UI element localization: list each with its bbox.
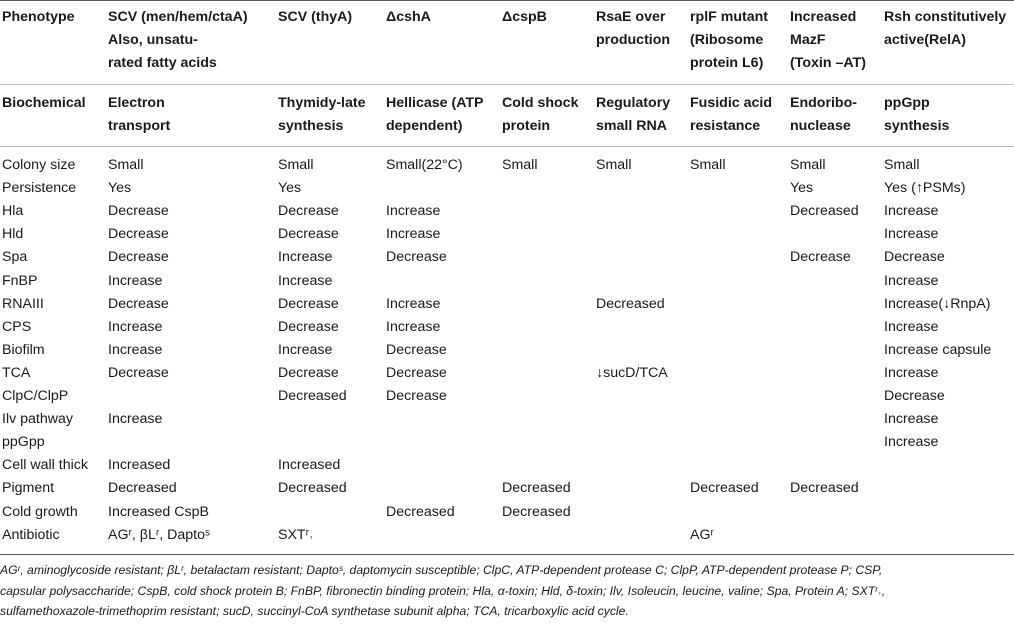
table-cell: Increase (108, 318, 163, 335)
column-header: SCV (men/hem/ctaA) (108, 9, 248, 25)
table-cell: Yes (790, 180, 814, 197)
column-header: Phenotype (2, 9, 75, 25)
biochemical-cell: Cold shock (502, 95, 579, 111)
biochemical-cell: small RNA (596, 118, 667, 134)
table-cell: Decreased (790, 480, 859, 497)
column-header: protein L6) (690, 55, 764, 71)
table-cell: Increase (386, 203, 441, 220)
table-cell: Decrease (386, 249, 447, 266)
footnote-line: sulfamethoxazole-trimethoprim resistant; sucD, succinyl-CoA synthetase subunit alpha; TCA, tricarboxylic acid cycle. (0, 604, 629, 618)
column-header: ΔcshA (386, 9, 431, 25)
table-cell: Decrease (278, 226, 339, 243)
table-cell: Decrease (108, 249, 169, 266)
table-cell: Decrease (278, 203, 339, 220)
table-cell: Decrease (884, 388, 945, 404)
table-cell: Decreased (790, 203, 859, 220)
column-header: ΔcspB (502, 9, 547, 25)
row-label: TCA (2, 364, 31, 381)
row-label: Ilv pathway (2, 411, 73, 428)
table-cell: Small (278, 157, 314, 173)
biochemical-cell: Fusidic acid (690, 95, 772, 111)
top-rule (0, 0, 1014, 1)
table-cell: Increase (278, 272, 333, 289)
footnote-line: AGʳ, aminoglycoside resistant; βLʳ, betalactam resistant; Daptoˢ, daptomycin susceptible; ClpC, ATP-dependent protease C; ClpP, ATP-dependent protease P; CSP, (0, 563, 883, 577)
table-cell: Increase (884, 364, 939, 381)
table-cell: SXTʳ˒ (278, 526, 314, 543)
row-label: Pigment (2, 480, 55, 497)
table-cell: Decreased (386, 503, 455, 520)
header-rule (0, 84, 1014, 85)
biochemical-cell: dependent) (386, 118, 463, 134)
row-label: Persistence (2, 180, 77, 197)
table-cell: Decrease (108, 364, 169, 381)
table-cell: Decrease (386, 364, 447, 381)
table-cell: Decrease (108, 226, 169, 243)
column-header: (Toxin –AT) (790, 55, 866, 71)
bottom-rule (0, 554, 1014, 555)
column-header: RsaE over (596, 9, 666, 25)
table-cell: Decrease (108, 295, 169, 312)
row-label: Spa (2, 249, 28, 266)
table-cell: Increase (884, 203, 939, 220)
table-cell: Increase (278, 341, 333, 358)
column-header: rplF mutant (690, 9, 769, 25)
table-cell: Yes (↑PSMs) (884, 180, 966, 197)
table-cell: Increase(↓RnpA) (884, 295, 991, 312)
biochemical-cell: transport (108, 118, 171, 134)
biochemical-cell: Thymidy-late (278, 95, 366, 111)
biochemical-cell: ppGpp (884, 95, 930, 111)
row-label: Antibiotic (2, 526, 60, 543)
table-cell: Increase (108, 272, 163, 289)
row-label: Cell wall thick (2, 457, 88, 474)
biochemical-cell: Endoribo- (790, 95, 857, 111)
table-cell: Increase (386, 318, 441, 335)
table-cell: Yes (108, 180, 132, 197)
table-cell: Decreased (108, 480, 177, 497)
table-cell: Increase (884, 411, 939, 428)
table-cell: Small(22°C) (386, 157, 463, 173)
column-header: Rsh constitutively (884, 9, 1007, 25)
table-cell: AGʳ (690, 526, 714, 543)
biochemical-cell: Biochemical (2, 95, 86, 111)
table-cell: Decreased (596, 295, 665, 312)
table-cell: Small (790, 157, 826, 173)
table-cell: Increase (386, 295, 441, 312)
table-cell: Increase (884, 318, 939, 335)
table-cell: Decrease (790, 249, 851, 266)
table-cell: Increase (108, 341, 163, 358)
row-label: CPS (2, 318, 32, 335)
table-cell: Small (502, 157, 538, 173)
row-label: RNAIII (2, 295, 44, 312)
table-cell: Decrease (884, 249, 945, 266)
table-cell: Decreased (502, 480, 571, 497)
biochemical-cell: Hellicase (ATP (386, 95, 484, 111)
table-cell: Small (884, 157, 920, 173)
biochemical-cell: nuclease (790, 118, 851, 134)
table-cell: Small (108, 157, 144, 173)
column-header: (Ribosome (690, 32, 764, 48)
column-header: active(RelA) (884, 32, 967, 48)
column-header: SCV (thyA) (278, 9, 353, 25)
column-header: MazF (790, 32, 826, 48)
table-cell: Decrease (386, 388, 447, 404)
table-cell: Yes (278, 180, 302, 197)
biochemical-cell: synthesis (884, 118, 950, 134)
table-cell: Increase capsule (884, 341, 992, 358)
table-cell: AGʳ, βLʳ, Daptoˢ (108, 526, 210, 543)
table-cell: Increased CspB (108, 503, 209, 520)
table-cell: Increase (278, 249, 333, 266)
table-cell: ↓sucD/TCA (596, 364, 668, 381)
table-cell: Decrease (108, 203, 169, 220)
table-cell: Decreased (278, 388, 347, 404)
column-header: production (596, 32, 671, 48)
biochemical-cell: Regulatory (596, 95, 671, 111)
row-label: ClpC/ClpP (2, 388, 69, 404)
biochemical-cell: Electron (108, 95, 165, 111)
row-label: Hld (2, 226, 24, 243)
row-label: Colony size (2, 157, 76, 173)
biochemical-cell: resistance (690, 118, 761, 134)
row-label: Hla (2, 203, 24, 220)
table-footnote (0, 560, 1014, 622)
table-cell: Increase (884, 226, 939, 243)
row-label: Biofilm (2, 341, 45, 358)
table-cell: Increase (884, 272, 939, 289)
row-label: ppGpp (2, 434, 45, 451)
table-cell: Decrease (278, 295, 339, 312)
column-header: Also, unsatu- (108, 32, 198, 48)
biochemical-cell: synthesis (278, 118, 344, 134)
table-cell: Increased (108, 457, 171, 474)
biochemical-cell: protein (502, 118, 551, 134)
table-cell: Decreased (502, 503, 571, 520)
footnote-line: capsular polysaccharide; CspB, cold shock protein B; FnBP, fibronectin binding protein; Hla, α-toxin; Hld, δ-toxin; Ilv, Isoleucin, leucine, valine; Spa, Protein A; SXTʳ˒, (0, 583, 886, 598)
table-cell: Increase (386, 226, 441, 243)
table-cell: Decreased (690, 480, 759, 497)
biochemical-rule (0, 146, 1014, 147)
table-cell: Decreased (278, 480, 347, 497)
table-cell: Small (596, 157, 632, 173)
table-cell: Increased (278, 457, 341, 474)
table-cell: Decrease (386, 341, 447, 358)
row-label: Cold growth (2, 503, 78, 520)
table-cell: Small (690, 157, 726, 173)
table-cell: Increase (108, 411, 163, 428)
column-header: Increased (790, 9, 857, 25)
table-cell: Increase (884, 434, 939, 451)
column-header: rated fatty acids (108, 55, 217, 71)
table-cell: Decrease (278, 364, 339, 381)
row-label: FnBP (2, 272, 38, 289)
table-cell: Decrease (278, 318, 339, 335)
